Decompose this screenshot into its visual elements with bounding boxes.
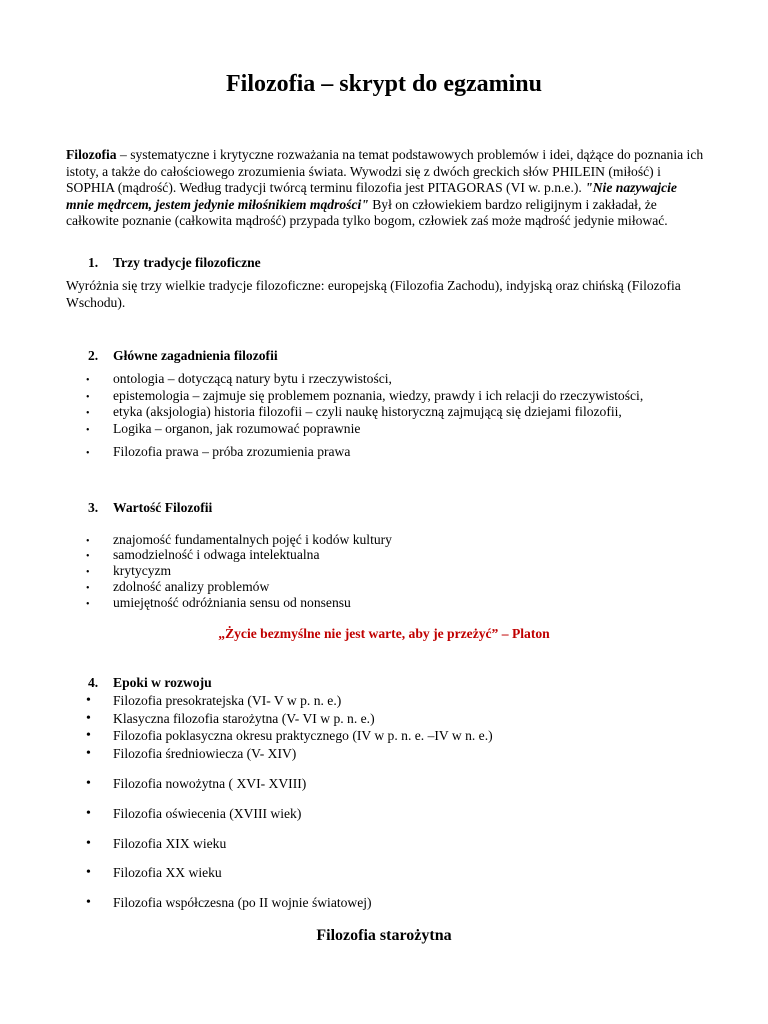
- section-title: Epoki w rozwoju: [113, 675, 212, 690]
- list-item: • Filozofia średniowiecza (V- XIV): [86, 746, 297, 761]
- bullet-icon: •: [86, 567, 90, 578]
- section-number: 2.: [88, 348, 99, 363]
- list-item: • etyka (aksjologia) historia filozofii – czyli naukę historyczną zajmującą się dziejami filozofii,: [86, 403, 595, 420]
- section-title: Trzy tradycje filozoficzne: [113, 255, 261, 270]
- list-item: • znajomość fundamentalnych pojęć i kodów kultury: [86, 531, 365, 548]
- intro-text-2: Był on człowiekiem bardzo religijnym i zakładał, że całkowite poznanie (całkowita mądrość) przypada tylko bogom, człowiek zaś może mądrość jedynie miłować.: [66, 196, 668, 228]
- section-title: Główne zagadnienia filozofii: [113, 348, 278, 363]
- section-3-heading: [88, 499, 212, 516]
- bullet-icon: •: [86, 375, 90, 386]
- intro-term: Filozofia: [66, 147, 117, 162]
- bullet-icon: •: [86, 551, 90, 562]
- section-number: 1.: [88, 255, 99, 270]
- section-title: Wartość Filozofii: [113, 500, 213, 515]
- bullet-icon: •: [86, 865, 91, 880]
- list-item: • Filozofia oświecenia (XVIII wiek): [86, 806, 302, 821]
- list-item: • Filozofia XX wieku: [86, 865, 222, 880]
- list-item: • Filozofia presokratejska (VI- V w p. n. e.): [86, 693, 342, 708]
- list-item: • Filozofia współczesna (po II wojnie światowej): [86, 895, 372, 910]
- list-item: • epistemologia – zajmuje się problemem poznania, wiedzy, prawdy i ich relacji do rzeczywistości,: [86, 387, 616, 404]
- bullet-icon: •: [86, 392, 90, 403]
- bullet-icon: •: [86, 728, 91, 743]
- section-number: 4.: [88, 675, 99, 690]
- list-item: • ontologia – dotyczącą natury bytu i rzeczywistości,: [86, 370, 365, 387]
- page-title: Filozofia – skrypt do egzaminu: [226, 71, 542, 97]
- list-item: • Filozofia prawa – próba zrozumienia prawa: [86, 443, 323, 460]
- bullet-icon: •: [86, 693, 91, 708]
- section-1-heading: [88, 254, 261, 271]
- bullet-icon: •: [86, 711, 91, 726]
- bullet-icon: •: [86, 746, 91, 761]
- bullet-icon: •: [86, 536, 90, 547]
- bullet-icon: •: [86, 583, 90, 594]
- list-item: • Filozofia poklasyczna okresu praktycznego (IV w p. n. e. –IV w n. e.): [86, 728, 493, 743]
- bullet-icon: •: [86, 806, 91, 821]
- list-item: • Filozofia XIX wieku: [86, 836, 227, 851]
- list-item: • samodzielność i odwaga intelektualna: [86, 546, 292, 563]
- list-item: • Klasyczna filozofia starożytna (V- VI w p. n. e.): [86, 711, 375, 726]
- section-2-heading: [88, 347, 278, 364]
- intro-quote: "Nie nazywajcie mnie mędrcem, jestem jedynie miłośnikiem mądrości": [66, 180, 677, 212]
- bullet-icon: •: [86, 776, 91, 791]
- list-item: • Logika – organon, jak rozumować poprawnie: [86, 420, 333, 437]
- section-subtitle: Filozofia starożytna: [316, 927, 452, 944]
- bullet-icon: •: [86, 895, 91, 910]
- section-1-text: Wyróżnia się trzy wielkie tradycje filozoficzne: europejską (Filozofia Zachodu), indyjską oraz chińską (Filozofia Wschodu).: [66, 278, 681, 310]
- section-4-heading: [88, 674, 212, 691]
- bullet-icon: •: [86, 408, 90, 419]
- bullet-icon: •: [86, 836, 91, 851]
- intro-paragraph: [66, 147, 706, 230]
- list-item: • umiejętność odróżniania sensu od nonsensu: [86, 594, 324, 611]
- bullet-icon: •: [86, 599, 90, 610]
- bullet-icon: •: [86, 425, 90, 436]
- list-item: • krytycyzm: [86, 562, 144, 579]
- section-number: 3.: [88, 500, 99, 515]
- list-item: • Filozofia nowożytna ( XVI- XVIII): [86, 776, 307, 791]
- platon-quote: „Życie bezmyślne nie jest warte, aby je przeżyć” – Platon: [218, 626, 550, 641]
- list-item: • zdolność analizy problemów: [86, 578, 242, 595]
- intro-text-1: – systematyczne i krytyczne rozważania na temat podstawowych problemów i idei, dążące do poznania ich istoty, a także do całościowego zrozumienia świata. Wywodzi się z dwóch greckich słów PHILEIN (miłość) i SOPHIA (mądrość). Według tradycji twórcą terminu filozofia jest PITAGORAS (VI w. p.n.e.).: [66, 147, 704, 195]
- bullet-icon: •: [86, 448, 90, 459]
